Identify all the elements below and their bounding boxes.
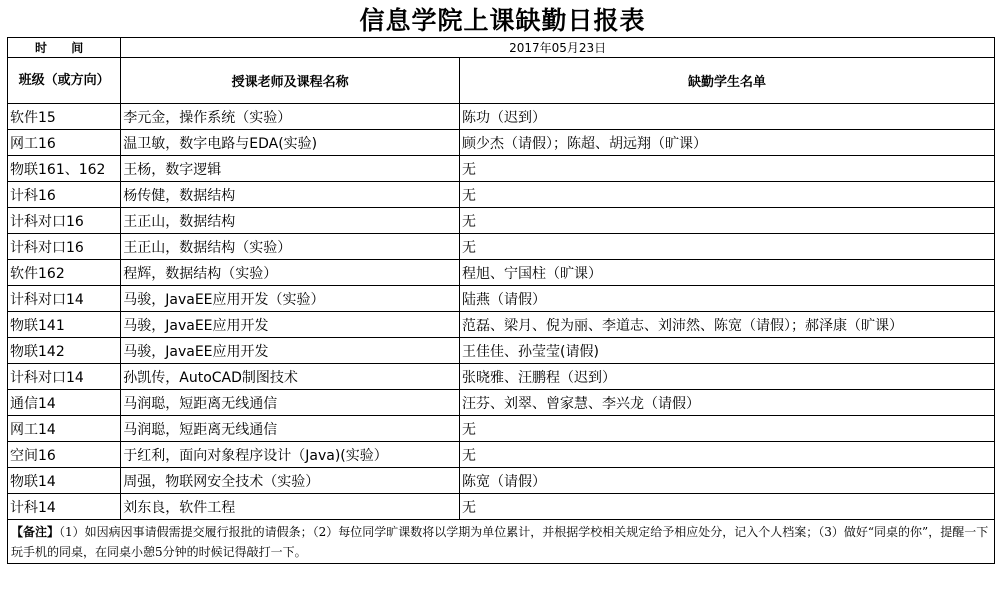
cell-teacher-course: 马润聪，短距离无线通信 bbox=[121, 390, 460, 416]
cell-teacher-course: 周强，物联网安全技术（实验） bbox=[121, 468, 460, 494]
cell-teacher-course: 于红利，面向对象程序设计（Java)(实验） bbox=[121, 442, 460, 468]
report-date: 2017年05月23日 bbox=[121, 38, 995, 58]
cell-absent-students: 范磊、梁月、倪为丽、李道志、刘沛然、陈宽（请假）；郝泽康（旷课） bbox=[460, 312, 995, 338]
absence-report-table bbox=[7, 37, 995, 564]
cell-class: 物联14 bbox=[8, 468, 121, 494]
table-row bbox=[8, 416, 995, 442]
table-row bbox=[8, 182, 995, 208]
cell-absent-students: 无 bbox=[460, 208, 995, 234]
cell-absent-students: 陈功（迟到） bbox=[460, 104, 995, 130]
table-row bbox=[8, 442, 995, 468]
table-row bbox=[8, 130, 995, 156]
cell-absent-students: 无 bbox=[460, 442, 995, 468]
cell-class: 物联161、162 bbox=[8, 156, 121, 182]
table-row bbox=[8, 338, 995, 364]
cell-absent-students: 无 bbox=[460, 416, 995, 442]
cell-absent-students: 王佳佳、孙莹莹(请假) bbox=[460, 338, 995, 364]
cell-teacher-course: 王正山，数据结构（实验） bbox=[121, 234, 460, 260]
table-row bbox=[8, 364, 995, 390]
cell-absent-students: 无 bbox=[460, 494, 995, 520]
cell-class: 计科16 bbox=[8, 182, 121, 208]
cell-absent-students: 无 bbox=[460, 156, 995, 182]
table-row bbox=[8, 208, 995, 234]
header-row bbox=[8, 58, 995, 104]
cell-absent-students: 陈宽（请假） bbox=[460, 468, 995, 494]
note-text: （1）如因病因事请假需提交履行报批的请假条；（2）每位同学旷课数将以学期为单位累计，并根据学校相关规定给予相应处分，记入个人档案；（3）做好“同桌的你”，提醒一下玩手机的同桌，在同桌小憩5分钟的时候记得敲打一下。 bbox=[11, 524, 989, 559]
cell-class: 软件15 bbox=[8, 104, 121, 130]
cell-class: 网工16 bbox=[8, 130, 121, 156]
header-class: 班级（或方向） bbox=[8, 58, 121, 104]
cell-teacher-course: 马骏，JavaEE应用开发（实验） bbox=[121, 286, 460, 312]
table-row bbox=[8, 312, 995, 338]
note-prefix: 【备注】 bbox=[11, 524, 60, 539]
cell-class: 计科14 bbox=[8, 494, 121, 520]
table-row bbox=[8, 104, 995, 130]
cell-absent-students: 顾少杰（请假）；陈超、胡远翔（旷课） bbox=[460, 130, 995, 156]
cell-class: 计科对口16 bbox=[8, 234, 121, 260]
cell-class: 计科对口14 bbox=[8, 364, 121, 390]
header-teacher-course: 授课老师及课程名称 bbox=[121, 58, 460, 104]
cell-teacher-course: 马骏，JavaEE应用开发 bbox=[121, 338, 460, 364]
date-row bbox=[8, 38, 995, 58]
cell-teacher-course: 温卫敏，数字电路与EDA(实验) bbox=[121, 130, 460, 156]
note-row bbox=[8, 520, 995, 564]
cell-teacher-course: 李元金，操作系统（实验） bbox=[121, 104, 460, 130]
cell-absent-students: 程旭、宁国柱（旷课） bbox=[460, 260, 995, 286]
cell-absent-students: 陆燕（请假） bbox=[460, 286, 995, 312]
table-row bbox=[8, 260, 995, 286]
table-row bbox=[8, 234, 995, 260]
cell-class: 计科对口16 bbox=[8, 208, 121, 234]
report-title: 信息学院上课缺勤日报表 bbox=[359, 6, 646, 35]
cell-teacher-course: 杨传健，数据结构 bbox=[121, 182, 460, 208]
cell-teacher-course: 王杨，数字逻辑 bbox=[121, 156, 460, 182]
note-cell bbox=[8, 520, 995, 564]
cell-class: 软件162 bbox=[8, 260, 121, 286]
table-row bbox=[8, 468, 995, 494]
time-label: 时 间 bbox=[8, 38, 121, 58]
cell-teacher-course: 刘东良，软件工程 bbox=[121, 494, 460, 520]
table-row bbox=[8, 156, 995, 182]
cell-absent-students: 无 bbox=[460, 182, 995, 208]
cell-class: 物联141 bbox=[8, 312, 121, 338]
header-absent-students: 缺勤学生名单 bbox=[460, 58, 995, 104]
table-row bbox=[8, 390, 995, 416]
cell-absent-students: 无 bbox=[460, 234, 995, 260]
table-row bbox=[8, 494, 995, 520]
cell-teacher-course: 孙凯传，AutoCAD制图技术 bbox=[121, 364, 460, 390]
cell-absent-students: 汪芬、刘翠、曾家慧、李兴龙（请假） bbox=[460, 390, 995, 416]
cell-absent-students: 张晓雅、汪鹏程（迟到） bbox=[460, 364, 995, 390]
table-row bbox=[8, 286, 995, 312]
cell-class: 空间16 bbox=[8, 442, 121, 468]
cell-class: 计科对口14 bbox=[8, 286, 121, 312]
cell-teacher-course: 程辉，数据结构（实验） bbox=[121, 260, 460, 286]
cell-teacher-course: 马骏，JavaEE应用开发 bbox=[121, 312, 460, 338]
cell-teacher-course: 王正山，数据结构 bbox=[121, 208, 460, 234]
cell-class: 通信14 bbox=[8, 390, 121, 416]
cell-class: 物联142 bbox=[8, 338, 121, 364]
cell-class: 网工14 bbox=[8, 416, 121, 442]
cell-teacher-course: 马润聪，短距离无线通信 bbox=[121, 416, 460, 442]
